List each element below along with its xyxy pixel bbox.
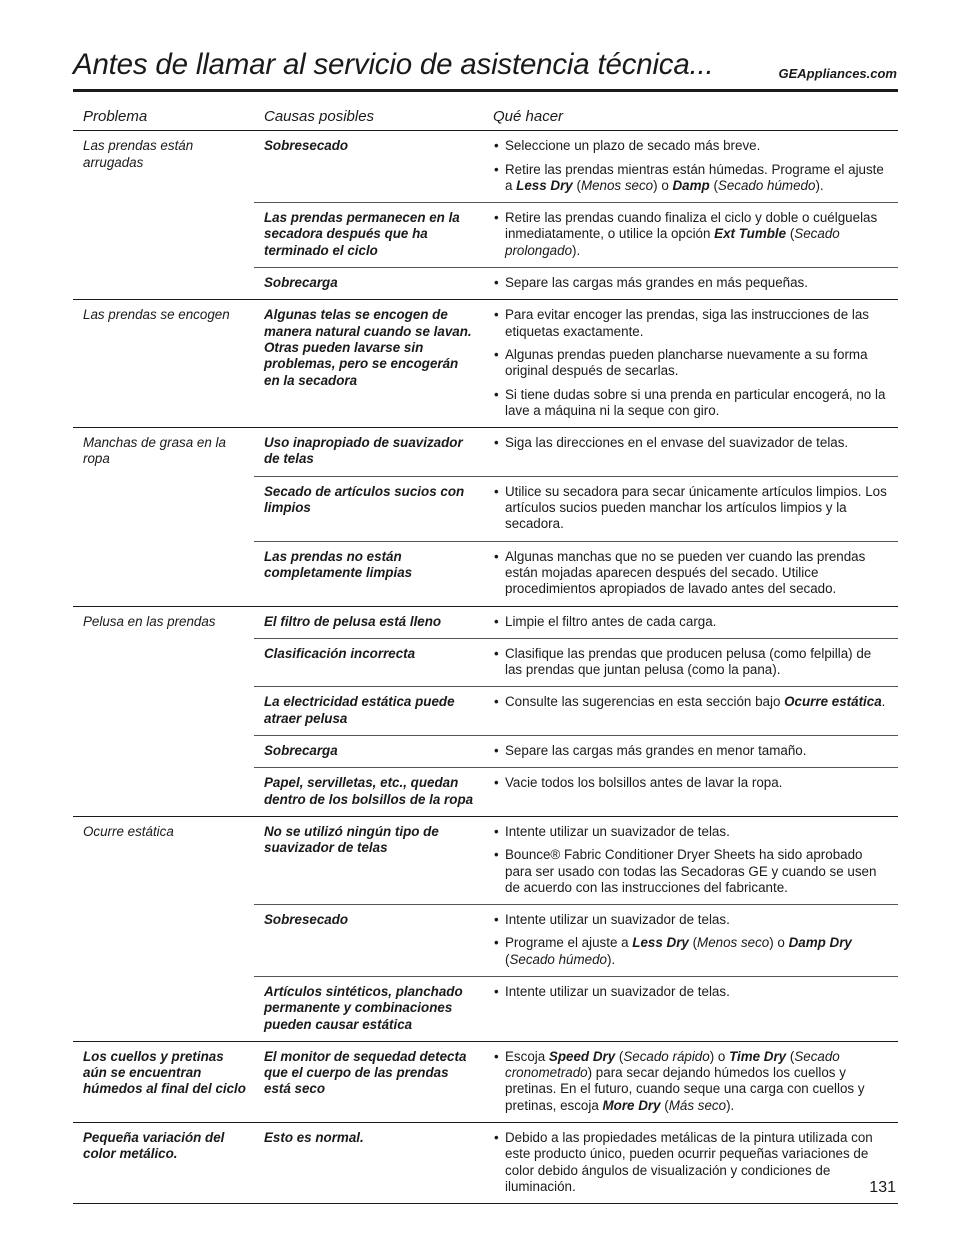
action-text: Seleccione un plazo de secado más breve. (505, 138, 761, 154)
cause-cell: Sobrecarga (254, 268, 483, 300)
action-item (493, 484, 890, 533)
action-text: Separe las cargas más grandes en más pequeñas. (505, 275, 808, 291)
action-item (493, 1130, 890, 1195)
action-text: Intente utilizar un suavizador de telas. (505, 823, 730, 839)
setting-name: Less Dry (632, 935, 689, 951)
action-item (493, 162, 890, 195)
action-list (493, 138, 890, 194)
action-text: ( (505, 951, 510, 967)
table-row (73, 606, 898, 638)
action-list (493, 484, 890, 533)
setting-name: More Dry (602, 1097, 661, 1113)
action-cell (483, 638, 898, 687)
column-header-actions: Qué hacer (483, 104, 898, 131)
setting-translation: Secado cronometrado (505, 1048, 840, 1081)
troubleshooting-table (73, 104, 898, 1204)
action-text: Utilice su secadora para secar únicamente artículos limpios. Los artículos sucios pueden manchar los artículos limpios y la secadora. (505, 483, 887, 532)
action-cell (483, 905, 898, 977)
action-text: Retire las prendas mientras están húmedas. Programe el ajuste a (505, 161, 884, 193)
action-text: ). (815, 177, 824, 193)
action-item (493, 775, 890, 791)
action-cell (483, 1041, 898, 1122)
action-cell (483, 976, 898, 1041)
problem-cell: Pequeña variación del color metálico. (73, 1123, 254, 1204)
action-text: Separe las cargas más grandes en menor tamaño. (505, 743, 807, 759)
action-item (493, 694, 890, 710)
cause-cell: No se utilizó ningún tipo de suavizador de telas (254, 816, 483, 904)
action-text: ( (688, 935, 698, 951)
action-cell (483, 476, 898, 541)
action-text: Limpie el filtro antes de cada carga. (505, 613, 717, 629)
action-cell (483, 736, 898, 768)
action-text: Escoja (505, 1048, 549, 1064)
action-item (493, 275, 890, 291)
page-number: 131 (869, 1179, 896, 1196)
action-text: ( (709, 177, 718, 193)
problem-cell: Los cuellos y pretinas aún se encuentran húmedos al final del ciclo (73, 1041, 254, 1122)
cause-cell: Secado de artículos sucios con limpios (254, 476, 483, 541)
action-text: ( (615, 1048, 624, 1064)
action-item (493, 387, 890, 420)
action-text: ) o (769, 935, 789, 951)
action-item (493, 824, 890, 840)
setting-translation: Secado húmedo (509, 951, 607, 967)
action-text: Intente utilizar un suavizador de telas. (505, 983, 730, 999)
setting-translation: Secado prolongado (505, 226, 840, 258)
action-list (493, 307, 890, 419)
setting-name: Time Dry (729, 1048, 787, 1064)
action-item (493, 138, 890, 154)
action-text: Debido a las propiedades metálicas de la pintura utilizada con este producto único, pueden ocurrir pequeñas variaciones de color debido ángulos de visualización y condiciones de iluminación. (505, 1130, 873, 1194)
action-list (493, 984, 890, 1000)
action-text: ( (786, 226, 795, 242)
problem-cell: Manchas de grasa en la ropa (73, 428, 254, 606)
action-item (493, 1049, 890, 1114)
action-item (493, 984, 890, 1000)
action-cell (483, 816, 898, 904)
cause-cell: Sobresecado (254, 905, 483, 977)
table-row (73, 816, 898, 904)
action-text: Retire las prendas cuando finaliza el ciclo y doble o cuélguelas inmediatamente, o utilice la opción (505, 210, 878, 242)
setting-name: Damp Dry (788, 935, 852, 951)
action-item (493, 614, 890, 630)
cause-cell: Clasificación incorrecta (254, 638, 483, 687)
cause-cell: La electricidad estática puede atraer pelusa (254, 687, 483, 736)
action-cell (483, 268, 898, 300)
action-text: Si tiene dudas sobre si una prenda en particular encogerá, no la lave a máquina ni la seque con giro. (505, 386, 886, 418)
setting-translation: Secado rápido (623, 1048, 710, 1064)
action-text: Algunas prendas pueden plancharse nuevamente a su forma original después de secarlas. (505, 346, 868, 379)
action-item (493, 210, 890, 259)
problem-cell: Pelusa en las prendas (73, 606, 254, 816)
cause-cell: Esto es normal. (254, 1123, 483, 1204)
action-list (493, 1130, 890, 1195)
action-cell (483, 541, 898, 606)
table-row (73, 1123, 898, 1204)
action-list (493, 614, 890, 630)
action-text: . (881, 694, 886, 710)
action-item (493, 307, 890, 340)
action-item (493, 646, 890, 679)
action-text: Programe el ajuste a (505, 935, 633, 951)
action-list (493, 912, 890, 968)
action-text: Consulte las sugerencias en esta sección bajo (505, 694, 785, 710)
action-text: Clasifique las prendas que producen pelusa (como felpilla) de las prendas que juntan pelusa (como la pana). (505, 645, 872, 678)
action-cell (483, 300, 898, 428)
setting-name: Ext Tumble (714, 226, 787, 242)
action-list (493, 435, 890, 451)
cause-cell: Algunas telas se encogen de manera natural cuando se lavan. Otras pueden lavarse sin problemas, pero se encogerán en la secadora (254, 300, 483, 428)
cause-cell: Papel, servilletas, etc., quedan dentro de los bolsillos de la ropa (254, 768, 483, 817)
cause-cell: El filtro de pelusa está lleno (254, 606, 483, 638)
action-text: Siga las direcciones en el envase del suavizador de telas. (505, 435, 849, 451)
action-item (493, 847, 890, 896)
action-list (493, 775, 890, 791)
table-row (73, 1041, 898, 1122)
table-row (73, 428, 898, 477)
action-item (493, 935, 890, 968)
column-header-causes: Causas posibles (254, 104, 483, 131)
table-header-row (73, 104, 898, 131)
problem-cell: Las prendas están arrugadas (73, 131, 254, 300)
action-text: ). (607, 951, 616, 967)
action-list (493, 1049, 890, 1114)
setting-name: Less Dry (516, 177, 573, 193)
action-list (493, 646, 890, 679)
action-list (493, 275, 890, 291)
setting-translation: Menos seco (580, 177, 654, 193)
action-text: ( (786, 1048, 795, 1064)
action-cell (483, 687, 898, 736)
problem-cell: Las prendas se encogen (73, 300, 254, 428)
action-list (493, 824, 890, 896)
website-link[interactable]: GEAppliances.com (778, 66, 897, 81)
action-list (493, 210, 890, 259)
action-item (493, 549, 890, 598)
action-text: ( (660, 1097, 669, 1113)
action-cell (483, 606, 898, 638)
action-text: ( (572, 177, 581, 193)
action-list (493, 743, 890, 759)
action-text: Algunas manchas que no se pueden ver cuando las prendas están mojadas aparecen después del secado. Utilice procedimientos apropiados de lavado antes del secado. (505, 548, 866, 597)
action-text: ) o (709, 1048, 730, 1064)
action-cell (483, 428, 898, 477)
action-item (493, 347, 890, 380)
cause-cell: Las prendas no están completamente limpias (254, 541, 483, 606)
cause-cell: Las prendas permanecen en la secadora después que ha terminado el ciclo (254, 203, 483, 268)
action-item (493, 435, 890, 451)
action-text: Bounce® Fabric Conditioner Dryer Sheets ha sido aprobado para ser usado con todas las Secadoras GE y cuando se usen de acuerdo con las instrucciones del fabricante. (505, 847, 877, 895)
action-cell (483, 131, 898, 203)
action-list (493, 549, 890, 598)
setting-name: Speed Dry (548, 1048, 616, 1064)
action-cell (483, 203, 898, 268)
column-header-problem: Problema (73, 104, 254, 131)
setting-name: Ocurre estática (784, 694, 882, 710)
setting-translation: Menos seco (697, 935, 770, 951)
table-row (73, 131, 898, 203)
action-text: ) para secar dejando húmedos los cuellos y pretinas. En el futuro, cuando seque una carga con cuellos y pretinas, escoja (505, 1065, 865, 1113)
action-item (493, 912, 890, 928)
action-text: Vacie todos los bolsillos antes de lavar la ropa. (505, 775, 783, 791)
setting-name: Damp (672, 177, 710, 193)
problem-cell: Ocurre estática (73, 816, 254, 1041)
header-rule (73, 89, 898, 92)
action-text: ). (726, 1097, 735, 1113)
action-item (493, 743, 890, 759)
action-list (493, 694, 890, 710)
cause-cell: Artículos sintéticos, planchado permanente y combinaciones pueden causar estática (254, 976, 483, 1041)
page-title: Antes de llamar al servicio de asistencia técnica... (73, 48, 714, 81)
action-text: Intente utilizar un suavizador de telas. (505, 912, 730, 928)
action-text: Para evitar encoger las prendas, siga las instrucciones de las etiquetas exactamente. (505, 307, 869, 339)
action-cell (483, 1123, 898, 1204)
action-cell (483, 768, 898, 817)
table-body (73, 131, 898, 1204)
table-row (73, 300, 898, 428)
setting-translation: Más seco (668, 1097, 727, 1113)
cause-cell: Sobrecarga (254, 736, 483, 768)
action-text: ) o (653, 177, 673, 193)
cause-cell: Uso inapropiado de suavizador de telas (254, 428, 483, 477)
cause-cell: El monitor de sequedad detecta que el cuerpo de las prendas está seco (254, 1041, 483, 1122)
setting-translation: Secado húmedo (717, 177, 816, 193)
cause-cell: Sobresecado (254, 131, 483, 203)
action-text: ). (572, 242, 581, 258)
